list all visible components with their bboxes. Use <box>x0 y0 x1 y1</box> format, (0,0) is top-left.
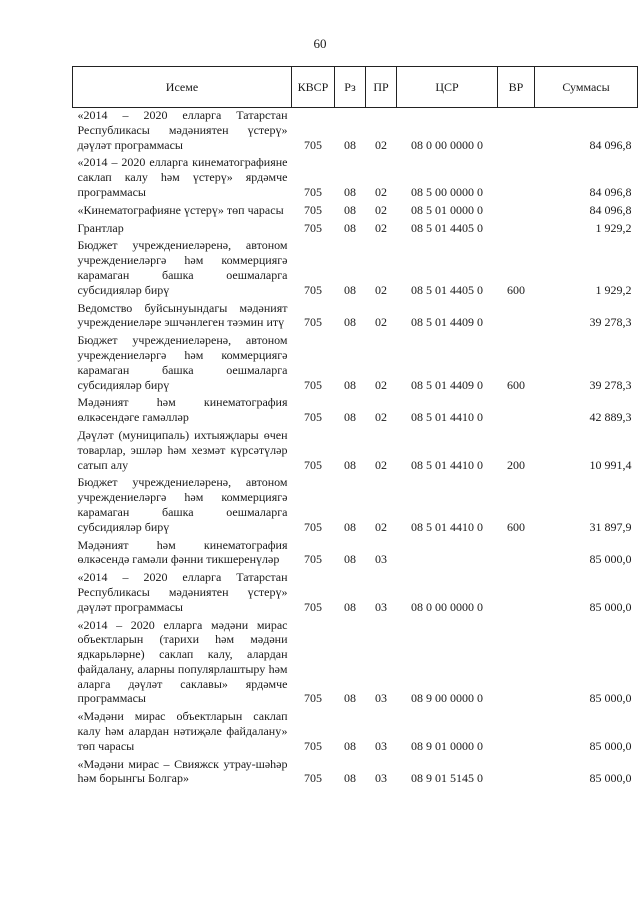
cell-pr: 03 <box>375 738 387 753</box>
cell-pr: 02 <box>375 220 387 235</box>
table-header <box>73 67 638 108</box>
cell-csr: 08 5 01 4409 0 <box>411 315 483 330</box>
cell-sum: 42 889,3 <box>589 410 632 425</box>
cell-kvsr: 705 <box>304 771 322 786</box>
table-row <box>73 472 638 534</box>
cell-rz: 08 <box>344 738 356 753</box>
cell-pr: 02 <box>375 410 387 425</box>
table-row <box>73 567 638 614</box>
cell-pr: 03 <box>375 552 387 567</box>
cell-rz: 08 <box>344 599 356 614</box>
cell-csr: 08 9 00 0000 0 <box>411 691 483 706</box>
cell-sum: 31 897,9 <box>589 519 632 534</box>
cell-sum: 85 000,0 <box>589 771 632 786</box>
cell-csr: 08 5 01 4410 0 <box>411 519 483 534</box>
cell-rz: 08 <box>344 771 356 786</box>
cell-name: «Мәдәни мирас – Свияжск утрау-шәһәр һәм борынгы Болгар» <box>77 756 288 786</box>
cell-name: «2014 – 2020 елларга мәдәни мирас объектларын (тарихи һәм мәдәни ядкарьләрне) саклап калу, алардан файдалану, аларны популярлаштыру һәм аларга дәүләт саклавы» ярдәмче программасы <box>77 617 288 706</box>
budget-table <box>72 66 638 786</box>
cell-rz: 08 <box>344 457 356 472</box>
cell-kvsr: 705 <box>304 599 322 614</box>
cell-name: Грантлар <box>77 220 124 235</box>
cell-sum: 85 000,0 <box>589 552 632 567</box>
cell-kvsr: 705 <box>304 552 322 567</box>
cell-vr: 600 <box>507 519 525 534</box>
table-row <box>73 152 638 199</box>
table-row <box>73 615 638 707</box>
cell-pr: 02 <box>375 282 387 297</box>
cell-rz: 08 <box>344 315 356 330</box>
cell-sum: 84 096,8 <box>589 137 632 152</box>
cell-kvsr: 705 <box>304 738 322 753</box>
cell-rz: 08 <box>344 691 356 706</box>
page-number: 60 <box>313 36 327 51</box>
cell-csr: 08 5 01 0000 0 <box>411 202 483 217</box>
cell-sum: 1 929,2 <box>595 282 632 297</box>
cell-name: Бюджет учреждениеләренә, автоном учреждениеләргә һәм коммерциягә карамаган башка оешмаларга субсидияләр бирү <box>77 475 288 534</box>
cell-kvsr: 705 <box>304 282 322 297</box>
cell-csr: 08 5 01 4405 0 <box>411 220 483 235</box>
table-row <box>73 706 638 753</box>
cell-csr: 08 5 00 0000 0 <box>411 184 483 199</box>
cell-name: «2014 – 2020 елларга Татарстан Республикасы мәдәниятен үстерү» дәүләт программасы <box>77 570 288 614</box>
cell-sum: 39 278,3 <box>589 377 632 392</box>
cell-vr <box>498 392 535 425</box>
table-row <box>73 108 638 153</box>
cell-kvsr: 705 <box>304 184 322 199</box>
table-row <box>73 235 638 297</box>
header-kvsr: КВСР <box>292 67 335 108</box>
table-row <box>73 298 638 331</box>
cell-csr: 08 9 01 0000 0 <box>411 738 483 753</box>
cell-vr <box>498 298 535 331</box>
cell-name: «2014 – 2020 елларга Татарстан Республикасы мәдәниятен үстерү» дәүләт программасы <box>77 108 288 152</box>
table-row <box>73 392 638 425</box>
cell-rz: 08 <box>344 410 356 425</box>
table-row <box>73 200 638 218</box>
header-vr: ВР <box>498 67 535 108</box>
cell-vr <box>498 706 535 753</box>
cell-csr: 08 0 00 0000 0 <box>411 599 483 614</box>
cell-kvsr: 705 <box>304 691 322 706</box>
header-rz: Рз <box>335 67 366 108</box>
cell-pr: 02 <box>375 377 387 392</box>
table-row <box>73 425 638 472</box>
cell-vr: 200 <box>507 457 525 472</box>
cell-csr: 08 5 01 4410 0 <box>411 410 483 425</box>
cell-name: «Кинематографияне үстерү» төп чарасы <box>77 202 284 217</box>
header-pr: ПР <box>366 67 397 108</box>
cell-pr: 03 <box>375 771 387 786</box>
cell-vr <box>498 152 535 199</box>
cell-name: «Мәдәни мирас объектларын саклап калу һәм алардан нәтиҗәле файдалану» төп чарасы <box>77 709 288 753</box>
cell-name: «2014 – 2020 елларга кинематографияне саклап калу һәм үстерү» ярдәмче программасы <box>77 155 288 199</box>
cell-kvsr: 705 <box>304 315 322 330</box>
cell-pr: 02 <box>375 457 387 472</box>
cell-name: Бюджет учреждениеләренә, автоном учреждениеләргә һәм коммерциягә карамаган башка оешмаларга субсидияләр бирү <box>77 333 288 392</box>
header-csr: ЦСР <box>397 67 498 108</box>
cell-name: Бюджет учреждениеләренә, автоном учреждениеләргә һәм коммерциягә карамаган башка оешмаларга субсидияләр бирү <box>77 238 288 297</box>
cell-sum: 85 000,0 <box>589 599 632 614</box>
cell-kvsr: 705 <box>304 202 322 217</box>
cell-sum: 10 991,4 <box>589 457 632 472</box>
cell-rz: 08 <box>344 552 356 567</box>
cell-rz: 08 <box>344 282 356 297</box>
header-name: Исеме <box>73 67 292 108</box>
cell-kvsr: 705 <box>304 519 322 534</box>
cell-kvsr: 705 <box>304 220 322 235</box>
cell-pr: 02 <box>375 137 387 152</box>
cell-vr <box>498 615 535 707</box>
cell-sum: 1 929,2 <box>595 220 632 235</box>
table-row <box>73 218 638 236</box>
cell-rz: 08 <box>344 377 356 392</box>
cell-sum: 85 000,0 <box>589 691 632 706</box>
cell-csr: 08 9 01 5145 0 <box>411 771 483 786</box>
cell-sum: 84 096,8 <box>589 202 632 217</box>
cell-kvsr: 705 <box>304 457 322 472</box>
cell-pr: 02 <box>375 519 387 534</box>
cell-kvsr: 705 <box>304 377 322 392</box>
cell-vr <box>498 108 535 153</box>
cell-csr: 08 5 01 4410 0 <box>411 457 483 472</box>
cell-rz: 08 <box>344 519 356 534</box>
cell-csr: 08 5 01 4405 0 <box>411 282 483 297</box>
cell-vr <box>498 754 535 787</box>
cell-pr: 02 <box>375 184 387 199</box>
cell-vr <box>498 535 535 568</box>
cell-csr: 08 0 00 0000 0 <box>411 137 483 152</box>
cell-csr: 08 5 01 4409 0 <box>411 377 483 392</box>
cell-sum: 39 278,3 <box>589 315 632 330</box>
cell-vr: 600 <box>507 377 525 392</box>
cell-vr <box>498 218 535 236</box>
cell-pr: 03 <box>375 691 387 706</box>
cell-kvsr: 705 <box>304 137 322 152</box>
cell-pr: 03 <box>375 599 387 614</box>
cell-sum: 84 096,8 <box>589 184 632 199</box>
cell-rz: 08 <box>344 184 356 199</box>
cell-rz: 08 <box>344 202 356 217</box>
cell-vr <box>498 200 535 218</box>
cell-vr: 600 <box>507 282 525 297</box>
table-row <box>73 535 638 568</box>
cell-pr: 02 <box>375 315 387 330</box>
cell-name: Ведомство буйсынуындагы мәдәният учреждениеләре эшчәнлеген тәэмин итү <box>77 300 288 330</box>
table-body <box>73 108 638 787</box>
cell-rz: 08 <box>344 220 356 235</box>
table-row <box>73 330 638 392</box>
cell-name: Мәдәният һәм кинематография өлкәсендәге гамәлләр <box>77 395 288 425</box>
cell-sum: 85 000,0 <box>589 738 632 753</box>
cell-name: Дәүләт (муниципаль) ихтыяҗлары өчен товарлар, эшләр һәм хезмәт күрсәтүләр сатып алу <box>77 427 288 472</box>
cell-kvsr: 705 <box>304 410 322 425</box>
cell-name: Мәдәният һәм кинематография өлкәсендә гамәли фәнни тикшеренүләр <box>77 537 288 567</box>
cell-rz: 08 <box>344 137 356 152</box>
cell-pr: 02 <box>375 202 387 217</box>
cell-csr <box>397 535 498 568</box>
table-row <box>73 754 638 787</box>
cell-vr <box>498 567 535 614</box>
header-sum: Суммасы <box>535 67 638 108</box>
